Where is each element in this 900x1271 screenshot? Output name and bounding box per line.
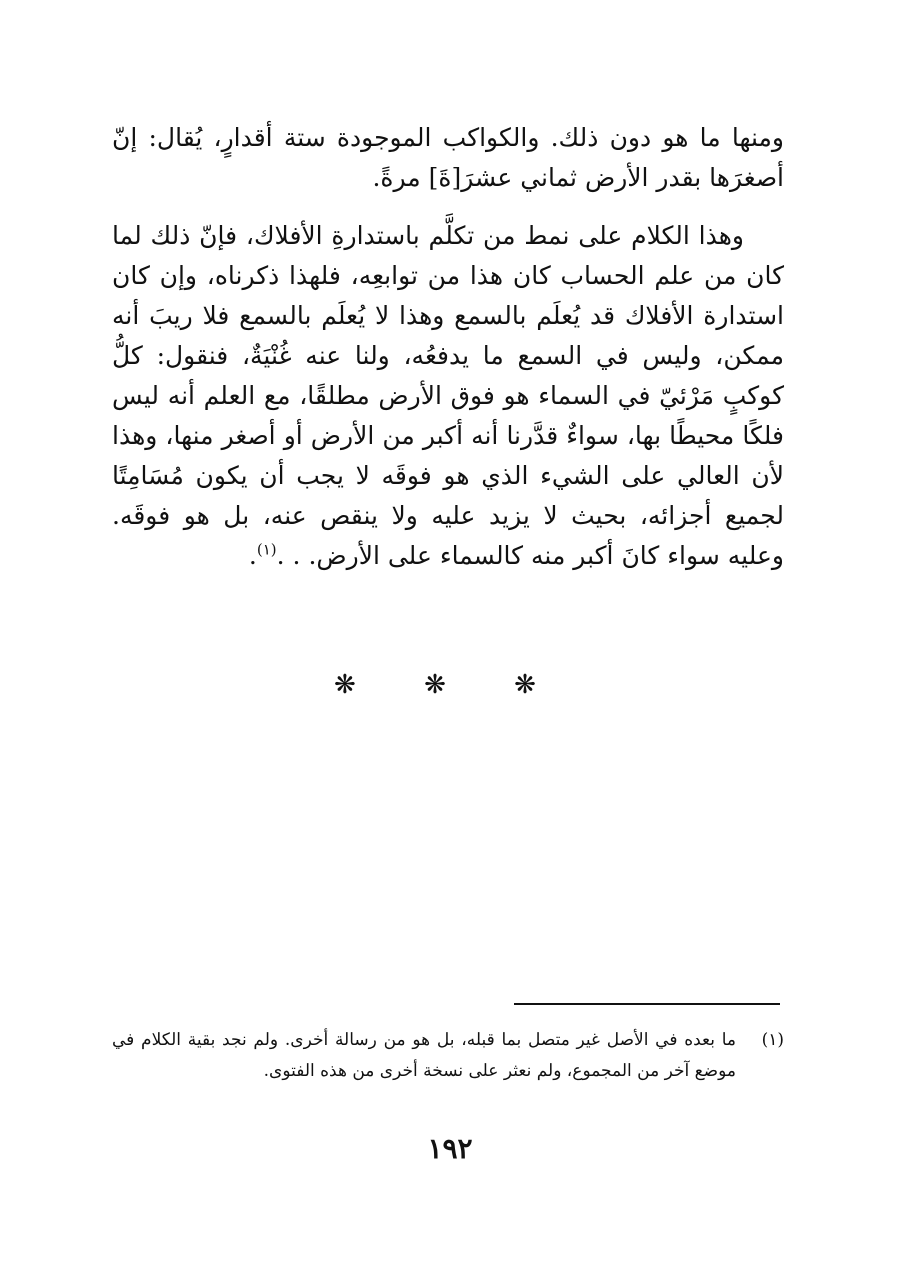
paragraph-2 bbox=[112, 216, 784, 576]
page-number: ١٩٢ bbox=[427, 1132, 473, 1165]
footnote bbox=[112, 1025, 784, 1087]
paragraph-2-end: . bbox=[248, 541, 257, 570]
section-separator: ❋ ❋ ❋ bbox=[334, 670, 566, 700]
footnote-rule bbox=[514, 1003, 780, 1005]
footnote-reference: (١) bbox=[256, 540, 277, 559]
paragraph-2-text: وهذا الكلام على نمط من تكلَّم باستدارةِ الأفلاك، فإنّ ذلك لما كان من علم الحساب كان هذا من توابعِه، فلهذا ذكرناه، وإن كان استدارة الأفلاك قد يُعلَم بالسمع وهذا لا يُعلَم بالسمع فلا ريبَ أنه ممكن، وليس في السمع ما يدفعُه، ولنا عنه غُنْيَةٌ، فنقول: كلُّ كوكبٍ مَرْئيّ في السماء هو فوق الأرض مطلقًا، مع العلم أنه ليس فلكًا محيطًا بها، سواءٌ قدَّرنا أنه أكبر من الأرض أو أصغر منها، وهذا لأن العالي على الشيء الذي هو فوقَه لا يجب أن يكون مُسَامِتًا لجميع أجزائه، بحيث لا يزيد عليه ولا ينقص عنه، بل هو فوقَه. وعليه سواء كانَ أكبر منه كالسماء على الأرض. . . bbox=[112, 221, 784, 570]
footnote-number: (١) bbox=[761, 1030, 784, 1050]
main-text bbox=[112, 118, 784, 576]
footnote-text: ما بعده في الأصل غير متصل بما قبله، بل هو من رسالة أخرى. ولم نجد بقية الكلام في موضع آخر من المجموع، ولم نعثر على نسخة أخرى من هذه الفتوى. bbox=[112, 1030, 736, 1081]
paragraph-1: ومنها ما هو دون ذلك. والكواكب الموجودة ستة أقدارٍ، يُقال: إنّ أصغرَها بقدر الأرض ثماني عشرَ[ةَ] مرةً. bbox=[112, 123, 785, 192]
